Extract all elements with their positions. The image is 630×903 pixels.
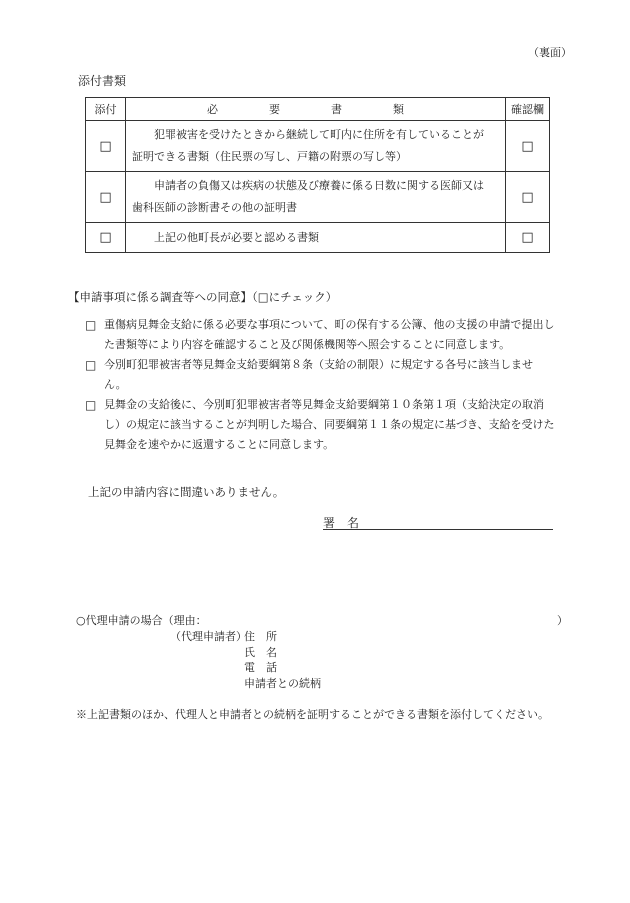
consent-checkbox[interactable]: □ — [85, 318, 97, 332]
document-line: 犯罪被害を受けたときから継続して町内に住所を有していることが — [154, 128, 484, 141]
attachments-table — [85, 97, 550, 253]
proxy-role-label: （代理申請者） — [170, 630, 247, 643]
document-line: 上記の他町長が必要と認める書類 — [154, 230, 319, 244]
confirm-checkbox[interactable]: □ — [506, 223, 550, 253]
consent-checkbox[interactable]: □ — [85, 358, 97, 372]
column-header-attach: 添付 — [86, 98, 126, 121]
consent-item — [85, 355, 555, 395]
proxy-name-label: 氏 名 — [244, 646, 277, 659]
column-header-confirm: 確認欄 — [506, 98, 550, 121]
confirm-checkbox[interactable]: □ — [506, 121, 550, 172]
table-row — [86, 121, 550, 172]
proxy-relationship-label: 申請者との続柄 — [244, 677, 321, 690]
consent-heading: 【申請事項に係る調査等への同意】（□にチェック） — [68, 290, 338, 304]
table-row — [86, 223, 550, 253]
proxy-address-label: 住 所 — [244, 630, 277, 643]
document-line: 歯科医師の診断書その他の証明書 — [132, 201, 297, 214]
proxy-reason-close: ） — [557, 614, 568, 627]
attach-checkbox[interactable]: □ — [86, 172, 126, 223]
attach-checkbox[interactable]: □ — [86, 223, 126, 253]
consent-text: 重傷病見舞金支給に係る必要な事項について、町の保有する公簿、他の支援の申請で提出した書類等により内容を確認すること及び関係機関等へ照会することに同意します。 — [104, 318, 555, 351]
consent-checkbox[interactable]: □ — [85, 398, 97, 412]
document-description — [126, 172, 506, 223]
column-header-documents: 必 要 書 類 — [126, 98, 506, 121]
footer-note: ※上記書類のほか、代理人と申請者との続柄を証明することができる書類を添付してください。 — [76, 708, 549, 721]
table-row — [86, 172, 550, 223]
document-description — [126, 223, 506, 253]
signature-field[interactable] — [323, 514, 553, 530]
page-label: （裏面） — [528, 46, 572, 59]
table-header-row — [86, 98, 550, 121]
attachments-heading: 添付書類 — [78, 74, 127, 88]
consent-item — [85, 315, 555, 355]
proxy-phone-label: 電 話 — [244, 661, 277, 674]
attach-checkbox[interactable]: □ — [86, 121, 126, 172]
proxy-reason-label: ○代理申請の場合（理由： — [76, 614, 207, 627]
consent-text: 見舞金の支給後に、今別町犯罪被害者等見舞金支給要綱第１０条第１項（支給決定の取消し）の規定に該当することが判明した場合、同要綱第１１条の規定に基づき、支給を受けた見舞金を速やかに返還することに同意します。 — [104, 398, 555, 451]
document-line: 申請者の負傷又は疾病の状態及び療養に係る日数に関する医師又は — [154, 179, 484, 192]
consent-item — [85, 395, 555, 455]
document-line: 証明できる書類（住民票の写し、戸籍の附票の写し等） — [132, 150, 407, 163]
document-description — [126, 121, 506, 172]
consent-text: 今別町犯罪被害者等見舞金支給要綱第８条（支給の制限）に規定する各号に該当しません。 — [104, 358, 533, 391]
confirm-checkbox[interactable]: □ — [506, 172, 550, 223]
confirmation-text: 上記の申請内容に間違いありません。 — [88, 485, 285, 499]
signature-label: 署 名 — [323, 516, 360, 530]
